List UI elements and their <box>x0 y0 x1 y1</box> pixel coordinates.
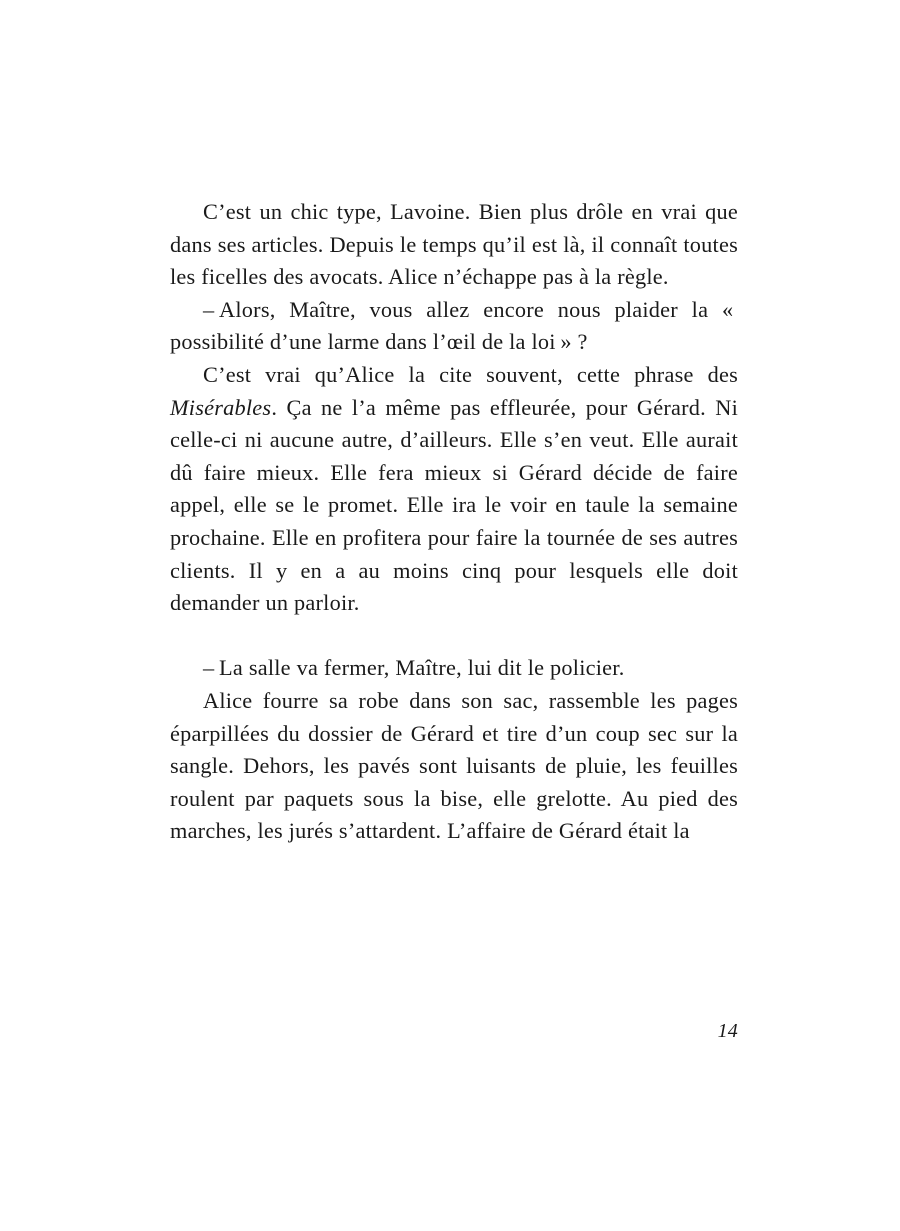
paragraph-3 <box>170 359 738 620</box>
paragraph-2: – Alors, Maître, vous allez encore nous plaider la « possibilité d’une larme dans l’œil de la loi » ? <box>170 296 738 355</box>
paragraph-3-tail: . Ça ne l’a même pas effleurée, pour Gérard. Ni celle-ci ni aucune autre, d’ailleurs. Elle s’en veut. Elle aurait dû faire mieux. Elle fera mieux si Gérard décide de faire appel, elle se le promet. Elle ira le voir en taule la semaine prochaine. Elle en profitera pour faire la tournée de ses autres clients. Il y en a au moins cinq pour lesquels elle doit demander un parloir. <box>170 394 738 616</box>
paragraph-1: C’est un chic type, Lavoine. Bien plus drôle en vrai que dans ses articles. Depuis le temps qu’il est là, il connaît toutes les ficelles des avocats. Alice n’échappe pas à la règle. <box>170 199 738 290</box>
page-text-block <box>170 196 738 848</box>
section-break <box>170 620 738 653</box>
paragraph-4: – La salle va fermer, Maître, lui dit le policier. <box>203 655 625 681</box>
page-number: 14 <box>717 1020 738 1042</box>
paragraph-5: Alice fourre sa robe dans son sac, rassemble les pages éparpillées du dossier de Gérard et tire d’un coup sec sur la sangle. Dehors, les pavés sont luisants de pluie, les feuilles roulent par paquets sous la bise, elle grelotte. Au pied des marches, les jurés s’attardent. L’affaire de Gérard était la <box>170 687 738 844</box>
paragraph-3-lead: C’est vrai qu’Alice la cite souvent, cette phrase des <box>203 361 738 387</box>
book-title-emphasis: Misérables <box>170 394 272 420</box>
